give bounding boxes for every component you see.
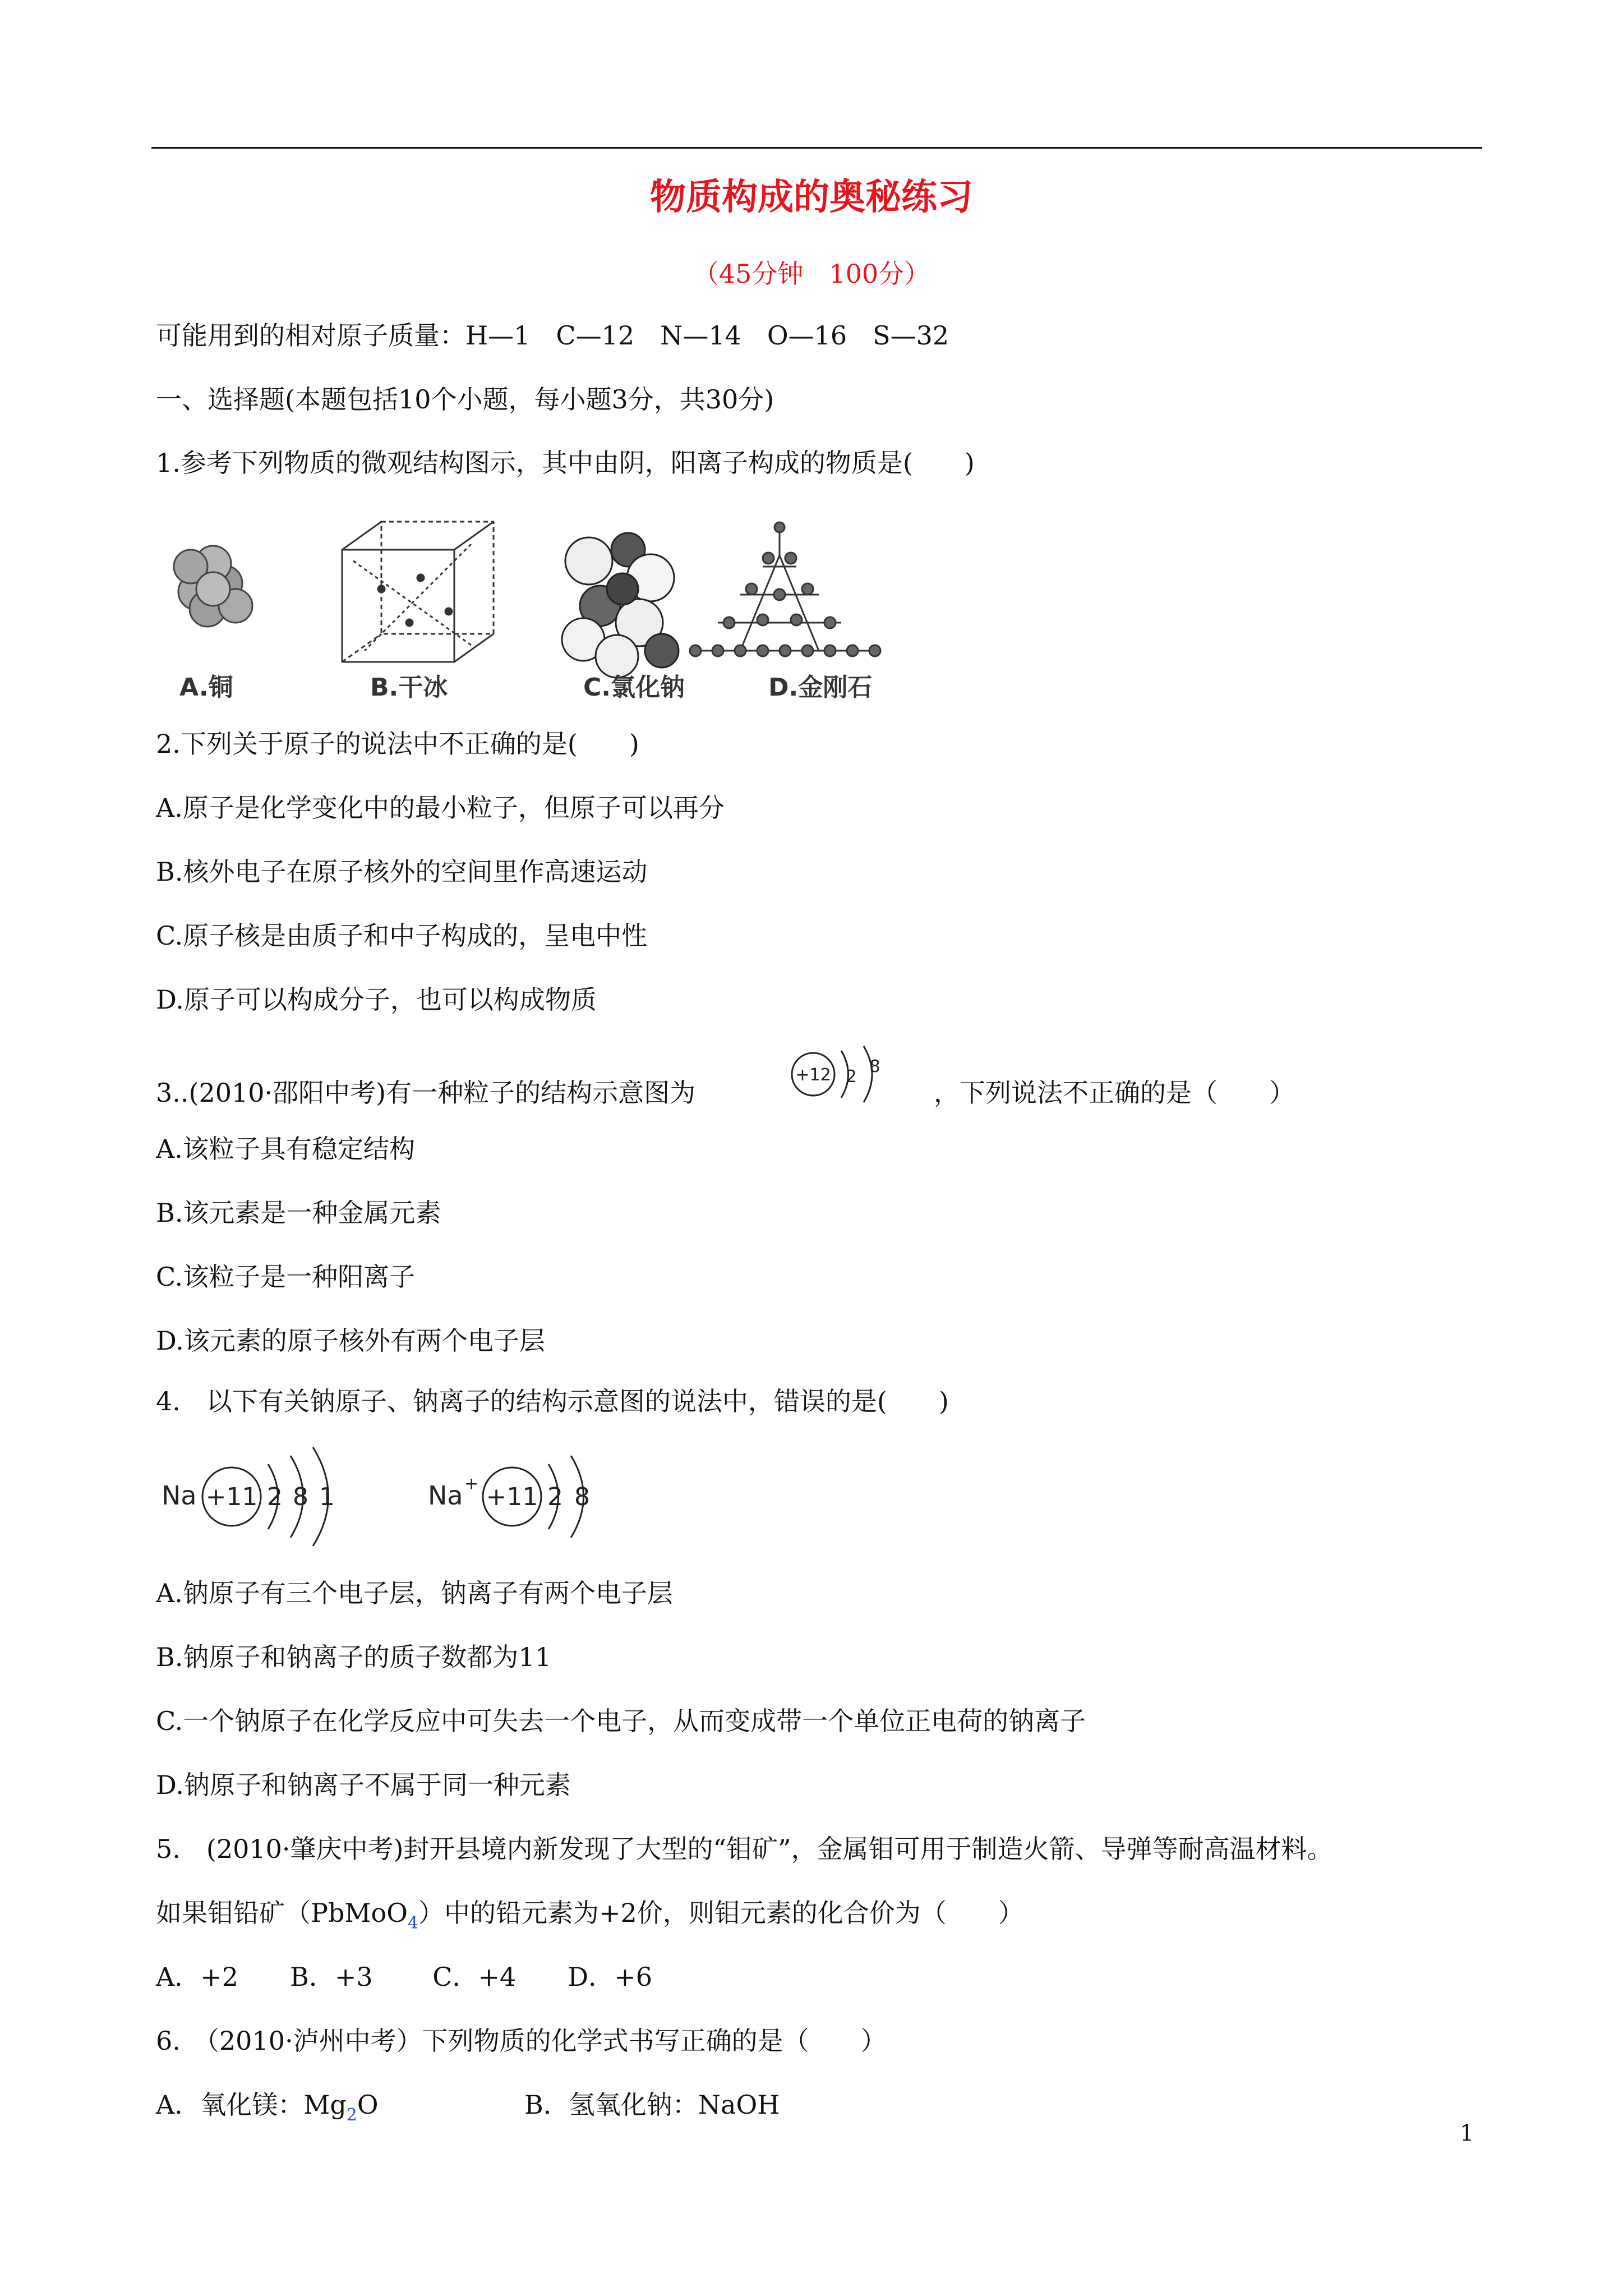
question-3-stem-start: 3..(2010·邵阳中考)有一种粒子的结构示意图为 bbox=[156, 1078, 696, 1108]
header-rule bbox=[151, 147, 1482, 149]
question-4-figure bbox=[156, 1442, 638, 1554]
svg-text:2: 2 bbox=[846, 1067, 857, 1087]
svg-text:+12: +12 bbox=[795, 1065, 831, 1085]
sodium-ion-diagram bbox=[428, 1456, 590, 1538]
question-3-option-d: D.该元素的原子核外有两个电子层 bbox=[156, 1326, 545, 1356]
question-4-option-c: C.一个钠原子在化学反应中可失去一个电子，从而变成带一个单位正电荷的钠离子 bbox=[156, 1706, 1086, 1736]
svg-text:1: 1 bbox=[319, 1483, 335, 1511]
question-6-stem: 6. （2010·泸州中考）下列物质的化学式书写正确的是（ ） bbox=[156, 2026, 887, 2056]
question-2-option-b: B.核外电子在原子核外的空间里作高速运动 bbox=[156, 857, 648, 887]
svg-text:8: 8 bbox=[574, 1483, 590, 1511]
svg-text:+: + bbox=[464, 1474, 479, 1494]
sodium-atom-diagram bbox=[162, 1447, 335, 1546]
sodium-chloride-structure-image bbox=[562, 533, 679, 678]
option-a-label: A.铜 bbox=[179, 673, 233, 702]
option-d-label: D.金刚石 bbox=[768, 673, 873, 702]
question-6-option-b: B．氢氧化钠：NaOH bbox=[524, 2090, 780, 2120]
question-2-stem: 2.下列关于原子的说法中不正确的是( ) bbox=[156, 729, 639, 759]
section-heading: 一、选择题(本题包括10个小题，每小题3分，共30分) bbox=[156, 384, 774, 415]
option-c-label: C.氯化钠 bbox=[583, 673, 685, 702]
svg-text:8: 8 bbox=[293, 1483, 308, 1511]
page-number: 1 bbox=[1460, 2120, 1474, 2146]
svg-text:Na: Na bbox=[162, 1480, 197, 1511]
question-5-line-2: 如果钼铅矿（PbMoO$_4$）中的铅元素为+2价，则钼元素的化合价为（ ） bbox=[156, 1898, 1024, 1933]
question-3-option-b: B.该元素是一种金属元素 bbox=[156, 1198, 441, 1228]
svg-text:+11: +11 bbox=[205, 1483, 258, 1511]
copper-structure-image bbox=[174, 546, 252, 627]
dry-ice-structure-image bbox=[342, 522, 494, 662]
option-b-label: B.干冰 bbox=[370, 673, 448, 702]
page-subtitle: （45分钟 100分） bbox=[693, 259, 930, 289]
question-2-option-d: D.原子可以构成分子，也可以构成物质 bbox=[156, 984, 597, 1015]
magnesium-ion-diagram bbox=[785, 1041, 920, 1114]
svg-text:8: 8 bbox=[869, 1057, 880, 1076]
question-1-stem: 1.参考下列物质的微观结构图示，其中由阴，阳离子构成的物质是( ) bbox=[156, 448, 975, 478]
svg-text:+11: +11 bbox=[486, 1483, 538, 1511]
svg-text:Na: Na bbox=[428, 1480, 463, 1511]
svg-text:2: 2 bbox=[267, 1483, 283, 1511]
question-5-options: A．+2 B．+3 C．+4 D．+6 bbox=[156, 1962, 652, 1992]
diamond-structure-image bbox=[690, 522, 880, 656]
question-3-option-c: C.该粒子是一种阳离子 bbox=[156, 1262, 416, 1292]
question-3-option-a: A.该粒子具有稳定结构 bbox=[156, 1134, 415, 1164]
relative-atomic-masses: 可能用到的相对原子质量：H—1 C—12 N—14 O—16 S—32 bbox=[156, 320, 949, 351]
question-1-figure bbox=[157, 510, 897, 707]
page-title: 物质构成的奥秘练习 bbox=[650, 177, 973, 218]
question-4-option-a: A.钠原子有三个电子层，钠离子有两个电子层 bbox=[156, 1578, 673, 1608]
question-2-option-a: A.原子是化学变化中的最小粒子，但原子可以再分 bbox=[156, 793, 725, 823]
question-4-stem: 4. 以下有关钠原子、钠离子的结构示意图的说法中，错误的是( ) bbox=[156, 1386, 949, 1416]
svg-text:2: 2 bbox=[547, 1483, 563, 1511]
question-6-option-a: A．氧化镁：$Mg_2O$ bbox=[156, 2090, 379, 2125]
question-3-stem-end: ，下列说法不正确的是（ ） bbox=[934, 1078, 1295, 1108]
question-2-option-c: C.原子核是由质子和中子构成的，呈电中性 bbox=[156, 921, 648, 951]
question-4-option-b: B.钠原子和钠离子的质子数都为11 bbox=[156, 1642, 551, 1672]
question-5-line-1: 5. (2010·肇庆中考)封开县境内新发现了大型的“钼矿”，金属钼可用于制造火箭、导弹等耐高温材料。 bbox=[156, 1834, 1333, 1864]
question-4-option-d: D.钠原子和钠离子不属于同一种元素 bbox=[156, 1770, 571, 1800]
